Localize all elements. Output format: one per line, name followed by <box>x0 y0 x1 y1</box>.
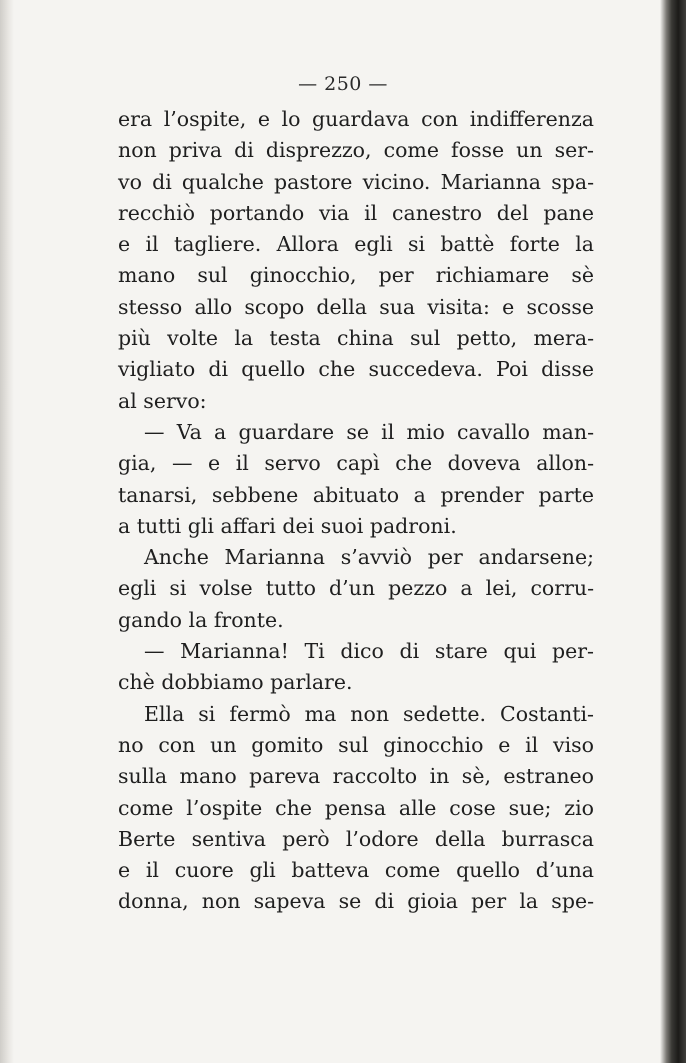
text-line: tanarsi, sebbene abituato a prender parte <box>118 482 594 507</box>
text-line: più volte la testa china sul petto, mera- <box>118 326 594 351</box>
text-line: vigliato di quello che succedeva. Poi disse <box>118 357 594 382</box>
text-line: — Va a guardare se il mio cavallo man- <box>144 419 594 444</box>
text-line: — Marianna! Ti dico di stare qui per- <box>144 639 594 664</box>
text-line: mano sul ginocchio, per richiamare sè <box>118 263 594 288</box>
text-line: egli si volse tutto d’un pezzo a lei, corru- <box>118 576 594 601</box>
page-edge-right <box>660 0 686 1063</box>
text-line: stesso allo scopo della sua visita: e scosse <box>118 294 594 319</box>
text-line: donna, non sapeva se di gioia per la spe- <box>118 889 594 914</box>
text-line: a tutti gli affari dei suoi padroni. <box>118 513 457 538</box>
text-line: non priva di disprezzo, come fosse un ser- <box>118 138 594 163</box>
text-line: Anche Marianna s’avviò per andarsene; <box>144 545 594 570</box>
text-line: era l’ospite, e lo guardava con indifferenza <box>118 107 594 131</box>
text-line: chè dobbiamo parlare. <box>118 670 353 695</box>
body-text <box>118 104 594 918</box>
text-line: e il tagliere. Allora egli si battè forte la <box>118 232 594 257</box>
text-line: gia, — e il servo capì che doveva allon- <box>118 451 594 476</box>
text-line: al servo: <box>118 388 207 413</box>
text-line: vo di qualche pastore vicino. Marianna spa- <box>118 169 594 194</box>
page-gutter-left <box>0 0 14 1063</box>
text-line: gando la fronte. <box>118 607 284 632</box>
text-line: Ella si fermò ma non sedette. Costanti- <box>144 701 594 726</box>
text-line: e il cuore gli batteva come quello d’una <box>118 858 594 883</box>
text-line: sulla mano pareva raccolto in sè, estraneo <box>118 764 594 789</box>
text-line: recchiò portando via il canestro del pane <box>118 200 594 225</box>
text-line: no con un gomito sul ginocchio e il viso <box>118 732 594 757</box>
page-number: — 250 — <box>298 73 388 95</box>
text-line: Berte sentiva però l’odore della burrasca <box>118 826 594 851</box>
text-line: come l’ospite che pensa alle cose sue; zio <box>118 795 594 820</box>
